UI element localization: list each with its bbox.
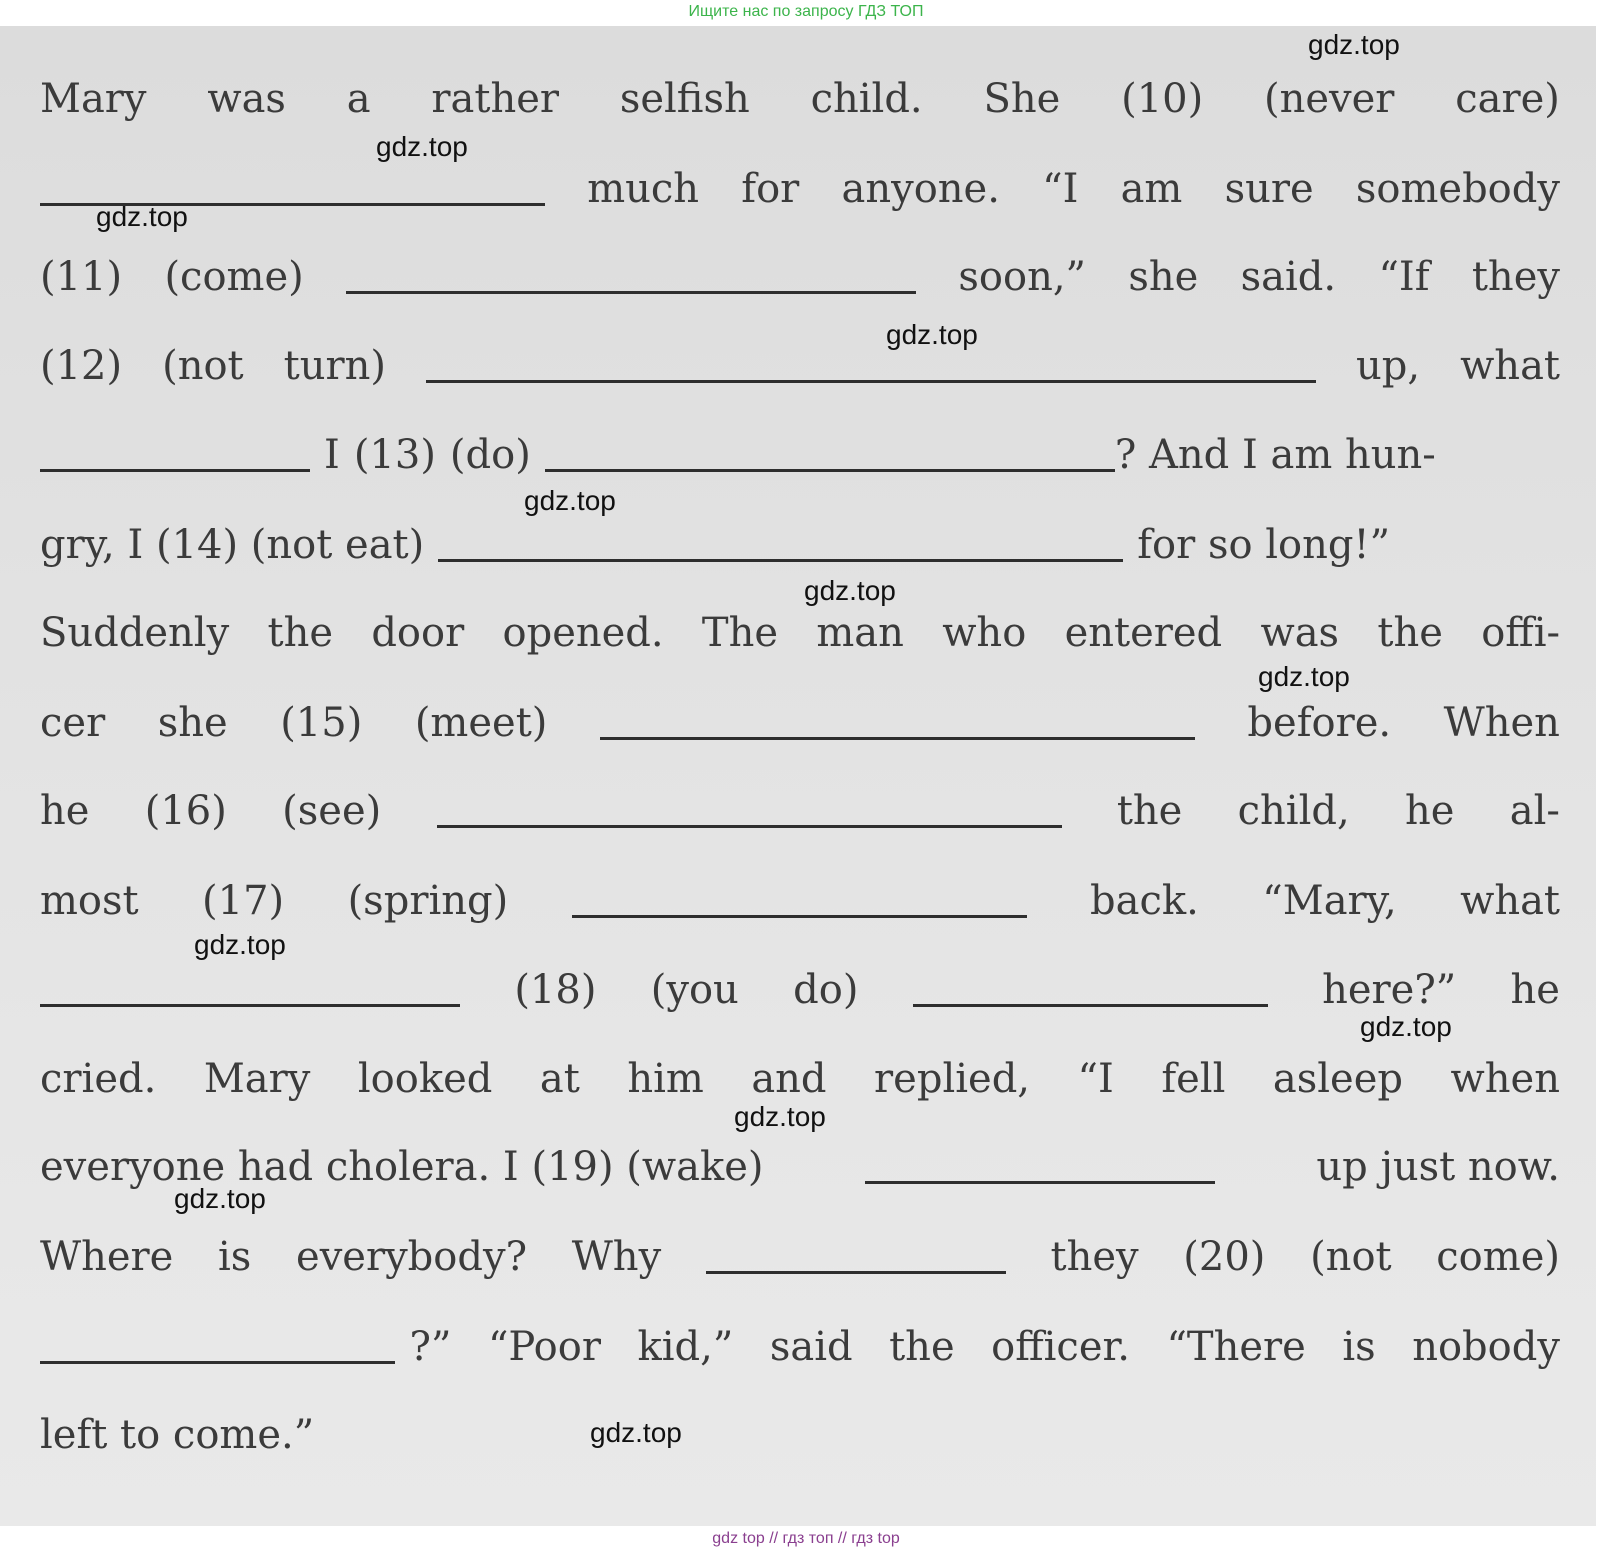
- word: cer: [40, 700, 106, 746]
- word: she: [1128, 254, 1199, 300]
- word: is: [1342, 1324, 1376, 1370]
- word: fell: [1161, 1056, 1226, 1102]
- word: a: [346, 76, 371, 122]
- word: (15): [280, 700, 363, 746]
- word: “There: [1166, 1324, 1306, 1370]
- word: he: [1405, 788, 1455, 834]
- word: “Poor: [487, 1324, 601, 1370]
- word: (12): [40, 343, 123, 389]
- word: is: [218, 1234, 252, 1280]
- word: left to come.”: [40, 1412, 315, 1458]
- word: man: [816, 610, 904, 656]
- text-line-8: [40, 694, 1560, 746]
- word: up,: [1355, 343, 1421, 389]
- word: care): [1455, 76, 1560, 122]
- watermark: gdz.top: [590, 1417, 682, 1448]
- word: for: [741, 166, 800, 212]
- watermark: gdz.top: [886, 319, 978, 350]
- word: (not: [162, 343, 244, 389]
- word: asleep: [1272, 1056, 1404, 1102]
- word: gry, I (14) (not eat): [40, 522, 425, 568]
- watermark: gdz.top: [1360, 1011, 1452, 1042]
- word: (meet): [414, 700, 548, 746]
- word: do): [793, 967, 859, 1013]
- answer-blank-19b[interactable]: [706, 1227, 1006, 1274]
- text-line-4: [40, 337, 1560, 389]
- word: and: [751, 1056, 827, 1102]
- word: was: [207, 76, 286, 122]
- answer-blank-18[interactable]: [913, 960, 1268, 1007]
- word: the: [889, 1324, 955, 1370]
- watermark: gdz.top: [734, 1101, 826, 1132]
- word: (spring): [347, 878, 509, 924]
- word: entered: [1064, 610, 1223, 656]
- word: the: [1116, 788, 1183, 834]
- word: they: [1471, 254, 1560, 300]
- word: here?”: [1322, 967, 1457, 1013]
- top-banner: Ищите нас по запросу ГДЗ ТОП: [688, 3, 924, 20]
- word: what: [1460, 343, 1560, 389]
- word: replied,: [874, 1056, 1031, 1102]
- word: She: [983, 76, 1061, 122]
- watermark: gdz.top: [194, 929, 286, 960]
- word: (18): [514, 967, 597, 1013]
- word: door: [371, 610, 465, 656]
- word: anyone.: [841, 166, 1000, 212]
- word: Where: [40, 1234, 174, 1280]
- answer-blank-11[interactable]: [346, 247, 916, 294]
- text-line-10: [40, 872, 1560, 924]
- word: when: [1450, 1056, 1560, 1102]
- word: said.: [1240, 254, 1337, 300]
- word: officer.: [991, 1324, 1130, 1370]
- word: “If: [1378, 254, 1430, 300]
- watermark: gdz.top: [1308, 29, 1400, 60]
- word: nobody: [1412, 1324, 1560, 1370]
- text-line-12: [40, 1050, 1560, 1102]
- word: Suddenly: [40, 610, 230, 656]
- word: come): [1436, 1234, 1560, 1280]
- answer-blank-17[interactable]: [572, 871, 1027, 918]
- answer-blank-14[interactable]: [438, 515, 1123, 562]
- word: ?”: [409, 1324, 452, 1370]
- word: who: [942, 610, 1027, 656]
- watermark: gdz.top: [174, 1183, 266, 1214]
- word: child.: [810, 76, 923, 122]
- word: kid,”: [637, 1324, 734, 1370]
- word: (10): [1121, 76, 1204, 122]
- word: (come): [164, 254, 304, 300]
- word: ? And I am hun-: [1114, 432, 1436, 478]
- word: child,: [1237, 788, 1350, 834]
- word: she: [157, 700, 228, 746]
- word: al-: [1509, 788, 1560, 834]
- text-line-9: [40, 782, 1560, 834]
- bottom-links[interactable]: gdz top // гдз топ // гдз top: [712, 1530, 900, 1547]
- word: looked: [357, 1056, 493, 1102]
- word: (11): [40, 254, 123, 300]
- word: sure: [1224, 166, 1314, 212]
- answer-blank-15[interactable]: [600, 693, 1195, 740]
- answer-blank-16[interactable]: [437, 781, 1062, 828]
- word: (16): [144, 788, 227, 834]
- watermark: gdz.top: [1258, 661, 1350, 692]
- answer-blank-13[interactable]: [545, 425, 1115, 472]
- word: (do): [449, 432, 531, 478]
- word: “I: [1077, 1056, 1114, 1102]
- answer-blank-10[interactable]: [40, 159, 545, 206]
- word: (you: [650, 967, 739, 1013]
- watermark: gdz.top: [804, 575, 896, 606]
- word: up just now.: [1316, 1144, 1560, 1190]
- word: they: [1050, 1234, 1139, 1280]
- answer-blank-19[interactable]: [865, 1137, 1215, 1184]
- word: him: [627, 1056, 704, 1102]
- word: offi-: [1481, 610, 1560, 656]
- text-line-11: [40, 961, 1560, 1013]
- answer-blank-12b[interactable]: [40, 425, 310, 472]
- word: he: [1510, 967, 1560, 1013]
- word: said: [769, 1324, 853, 1370]
- word: (never: [1264, 76, 1395, 122]
- text-line-13: [40, 1138, 1560, 1190]
- text-line-1: [40, 70, 1560, 122]
- answer-blank-12[interactable]: [426, 336, 1316, 383]
- word: am: [1120, 166, 1183, 212]
- word: back.: [1090, 878, 1199, 924]
- word: he: [40, 788, 90, 834]
- word: (17): [202, 878, 285, 924]
- word: Mary: [203, 1056, 311, 1102]
- word: rather: [431, 76, 560, 122]
- word: When: [1443, 700, 1560, 746]
- word: I: [324, 432, 340, 478]
- word: “Mary,: [1262, 878, 1397, 924]
- text-line-2: [40, 160, 1560, 212]
- word: before.: [1247, 700, 1392, 746]
- word: for so long!”: [1137, 522, 1391, 568]
- word: everyone had cholera. I (19) (wake): [40, 1144, 764, 1190]
- word: was: [1260, 610, 1340, 656]
- word: soon,”: [958, 254, 1087, 300]
- answer-blank-20[interactable]: [40, 1317, 395, 1364]
- word: everybody?: [296, 1234, 528, 1280]
- word: at: [539, 1056, 580, 1102]
- text-line-16: [40, 1406, 1560, 1458]
- watermark: gdz.top: [96, 201, 188, 232]
- text-line-15: [40, 1318, 1560, 1370]
- word: “I: [1042, 166, 1079, 212]
- word: Why: [571, 1234, 662, 1280]
- word: Mary: [40, 76, 147, 122]
- text-line-14: [40, 1228, 1560, 1280]
- word: what: [1460, 878, 1560, 924]
- word: cried.: [40, 1056, 157, 1102]
- text-line-3: [40, 248, 1560, 300]
- text-line-6: [40, 516, 1560, 568]
- word: turn): [283, 343, 386, 389]
- textbook-scan: [0, 26, 1596, 1526]
- word: opened.: [502, 610, 664, 656]
- word: most: [40, 878, 139, 924]
- word: (not: [1310, 1234, 1392, 1280]
- word: (see): [282, 788, 382, 834]
- text-line-7: [40, 604, 1560, 656]
- text-line-5: [40, 426, 1560, 478]
- word: much: [587, 166, 700, 212]
- word: selfish: [619, 76, 750, 122]
- watermark: gdz.top: [524, 485, 616, 516]
- answer-blank-17b[interactable]: [40, 960, 460, 1007]
- word: the: [1377, 610, 1443, 656]
- word: the: [267, 610, 334, 656]
- watermark: gdz.top: [376, 131, 468, 162]
- word: (20): [1183, 1234, 1266, 1280]
- word: (13): [353, 432, 436, 478]
- word: The: [701, 610, 779, 656]
- word: somebody: [1355, 166, 1560, 212]
